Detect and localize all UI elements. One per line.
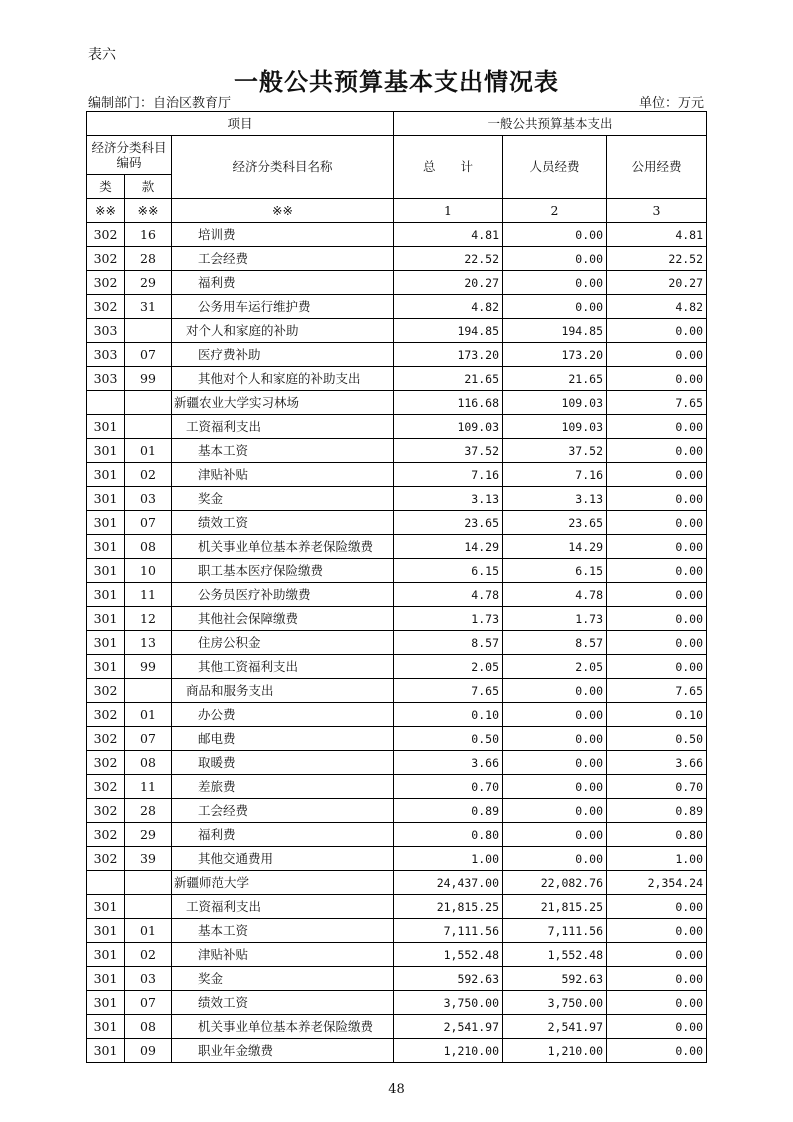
- table-row: [87, 463, 707, 487]
- class-code-cell: 301: [87, 631, 125, 655]
- category-name-cell: 福利费: [172, 271, 394, 295]
- total-cell: 3.66: [394, 751, 503, 775]
- class-code-cell: 301: [87, 559, 125, 583]
- table-row: [87, 943, 707, 967]
- public-cell: 4.81: [607, 223, 707, 247]
- total-cell: 23.65: [394, 511, 503, 535]
- total-cell: 4.81: [394, 223, 503, 247]
- category-name-cell: 办公费: [172, 703, 394, 727]
- item-code-cell: 02: [125, 463, 172, 487]
- personnel-cell: 0.00: [503, 847, 607, 871]
- table-row: [87, 439, 707, 463]
- category-name-cell: 其他对个人和家庭的补助支出: [172, 367, 394, 391]
- total-cell: 0.70: [394, 775, 503, 799]
- public-cell: 0.00: [607, 631, 707, 655]
- category-name-cell: 机关事业单位基本养老保险缴费: [172, 1015, 394, 1039]
- personnel-cell: 0.00: [503, 799, 607, 823]
- total-cell: 592.63: [394, 967, 503, 991]
- header-class: 类: [87, 175, 125, 199]
- total-cell: 0.10: [394, 703, 503, 727]
- header-personnel: 人员经费: [503, 136, 607, 199]
- public-cell: 2,354.24: [607, 871, 707, 895]
- category-name-cell: 基本工资: [172, 919, 394, 943]
- category-name-cell: 公务用车运行维护费: [172, 295, 394, 319]
- class-code-cell: 302: [87, 295, 125, 319]
- table-row: [87, 223, 707, 247]
- table-row: [87, 343, 707, 367]
- public-cell: 0.00: [607, 943, 707, 967]
- table-row: [87, 559, 707, 583]
- class-code-cell: 302: [87, 799, 125, 823]
- total-cell: 4.82: [394, 295, 503, 319]
- total-cell: 0.89: [394, 799, 503, 823]
- category-name-cell: 培训费: [172, 223, 394, 247]
- category-name-cell: 基本工资: [172, 439, 394, 463]
- compiling-department: 编制部门：自治区教育厅: [88, 96, 232, 111]
- item-code-cell: 03: [125, 967, 172, 991]
- public-cell: 0.00: [607, 415, 707, 439]
- class-code-cell: 303: [87, 343, 125, 367]
- public-cell: 0.80: [607, 823, 707, 847]
- table-row: [87, 319, 707, 343]
- class-code-cell: 302: [87, 247, 125, 271]
- class-code-cell: 301: [87, 943, 125, 967]
- personnel-cell: 21.65: [503, 367, 607, 391]
- class-code-cell: 302: [87, 703, 125, 727]
- class-code-cell: 301: [87, 655, 125, 679]
- class-code-cell: 301: [87, 967, 125, 991]
- total-cell: 7.16: [394, 463, 503, 487]
- unit-label: 单位：万元: [638, 96, 704, 111]
- item-code-cell: 07: [125, 511, 172, 535]
- public-cell: 0.00: [607, 367, 707, 391]
- public-cell: 3.66: [607, 751, 707, 775]
- total-cell: 4.78: [394, 583, 503, 607]
- public-cell: 0.00: [607, 319, 707, 343]
- class-code-cell: 301: [87, 415, 125, 439]
- category-name-cell: 其他交通费用: [172, 847, 394, 871]
- total-cell: 0.80: [394, 823, 503, 847]
- item-code-cell: 13: [125, 631, 172, 655]
- table-row: [87, 919, 707, 943]
- budget-table: [86, 111, 707, 1063]
- personnel-cell: 8.57: [503, 631, 607, 655]
- personnel-cell: 0.00: [503, 271, 607, 295]
- class-code-cell: 301: [87, 1015, 125, 1039]
- total-cell: 14.29: [394, 535, 503, 559]
- public-cell: 0.50: [607, 727, 707, 751]
- category-name-cell: 津贴补贴: [172, 463, 394, 487]
- public-cell: 0.00: [607, 895, 707, 919]
- public-cell: 20.27: [607, 271, 707, 295]
- item-code-cell: 07: [125, 343, 172, 367]
- category-name-cell: 差旅费: [172, 775, 394, 799]
- table-row: [87, 511, 707, 535]
- item-code-cell: 08: [125, 535, 172, 559]
- table-row: [87, 607, 707, 631]
- table-row: [87, 775, 707, 799]
- item-code-cell: [125, 415, 172, 439]
- class-code-cell: 303: [87, 319, 125, 343]
- public-cell: 0.00: [607, 991, 707, 1015]
- public-cell: 0.00: [607, 535, 707, 559]
- table-row: [87, 295, 707, 319]
- personnel-cell: 22,082.76: [503, 871, 607, 895]
- class-code-cell: 301: [87, 511, 125, 535]
- total-cell: 22.52: [394, 247, 503, 271]
- table-row: [87, 415, 707, 439]
- class-code-cell: 302: [87, 775, 125, 799]
- personnel-cell: 21,815.25: [503, 895, 607, 919]
- table-row: [87, 847, 707, 871]
- public-cell: 7.65: [607, 679, 707, 703]
- public-cell: 0.00: [607, 1015, 707, 1039]
- header-total: 总 计: [394, 136, 503, 199]
- total-cell: 1.00: [394, 847, 503, 871]
- item-code-cell: 99: [125, 367, 172, 391]
- public-cell: 22.52: [607, 247, 707, 271]
- public-cell: 0.70: [607, 775, 707, 799]
- category-name-cell: 福利费: [172, 823, 394, 847]
- public-cell: 0.89: [607, 799, 707, 823]
- item-code-cell: 01: [125, 919, 172, 943]
- header-budget: 一般公共预算基本支出: [394, 112, 707, 136]
- personnel-cell: 1.73: [503, 607, 607, 631]
- public-cell: 0.00: [607, 655, 707, 679]
- class-code-cell: [87, 391, 125, 415]
- table-row: [87, 487, 707, 511]
- category-name-cell: 商品和服务支出: [172, 679, 394, 703]
- item-code-cell: 28: [125, 247, 172, 271]
- table-row: [87, 535, 707, 559]
- total-cell: 3.13: [394, 487, 503, 511]
- total-cell: 21,815.25: [394, 895, 503, 919]
- class-code-cell: 302: [87, 223, 125, 247]
- class-code-cell: 301: [87, 535, 125, 559]
- total-cell: 24,437.00: [394, 871, 503, 895]
- header-project: 项目: [87, 112, 394, 136]
- personnel-cell: 0.00: [503, 247, 607, 271]
- item-code-cell: 11: [125, 775, 172, 799]
- item-code-cell: 29: [125, 271, 172, 295]
- category-name-cell: 工资福利支出: [172, 895, 394, 919]
- personnel-cell: 6.15: [503, 559, 607, 583]
- public-cell: 0.10: [607, 703, 707, 727]
- category-name-cell: 绩效工资: [172, 991, 394, 1015]
- table-label: 表六: [88, 47, 116, 63]
- item-code-cell: 03: [125, 487, 172, 511]
- personnel-cell: 4.78: [503, 583, 607, 607]
- category-name-cell: 医疗费补助: [172, 343, 394, 367]
- public-cell: 0.00: [607, 583, 707, 607]
- item-code-cell: [125, 391, 172, 415]
- class-code-cell: 301: [87, 1039, 125, 1063]
- table-row: [87, 823, 707, 847]
- table-row: [87, 391, 707, 415]
- item-code-cell: 08: [125, 1015, 172, 1039]
- item-code-cell: 99: [125, 655, 172, 679]
- public-cell: 0.00: [607, 487, 707, 511]
- category-name-cell: 公务员医疗补助缴费: [172, 583, 394, 607]
- personnel-cell: 0.00: [503, 823, 607, 847]
- personnel-cell: 1,552.48: [503, 943, 607, 967]
- item-code-cell: [125, 319, 172, 343]
- item-code-cell: 11: [125, 583, 172, 607]
- class-code-cell: 301: [87, 895, 125, 919]
- class-code-cell: 301: [87, 607, 125, 631]
- total-cell: 2,541.97: [394, 1015, 503, 1039]
- category-name-cell: 工资福利支出: [172, 415, 394, 439]
- header-mark-c: ※※: [172, 199, 394, 223]
- total-cell: 109.03: [394, 415, 503, 439]
- class-code-cell: 302: [87, 727, 125, 751]
- category-name-cell: 奖金: [172, 967, 394, 991]
- total-cell: 7.65: [394, 679, 503, 703]
- category-name-cell: 新疆师范大学: [172, 871, 394, 895]
- public-cell: 0.00: [607, 511, 707, 535]
- class-code-cell: 302: [87, 751, 125, 775]
- class-code-cell: 301: [87, 487, 125, 511]
- public-cell: 0.00: [607, 463, 707, 487]
- public-cell: 7.65: [607, 391, 707, 415]
- category-name-cell: 津贴补贴: [172, 943, 394, 967]
- public-cell: 0.00: [607, 967, 707, 991]
- personnel-cell: 14.29: [503, 535, 607, 559]
- header-mark-b: ※※: [125, 199, 172, 223]
- personnel-cell: 109.03: [503, 415, 607, 439]
- category-name-cell: 对个人和家庭的补助: [172, 319, 394, 343]
- category-name-cell: 奖金: [172, 487, 394, 511]
- personnel-cell: 3,750.00: [503, 991, 607, 1015]
- category-name-cell: 其他工资福利支出: [172, 655, 394, 679]
- class-code-cell: 301: [87, 583, 125, 607]
- item-code-cell: 07: [125, 991, 172, 1015]
- category-name-cell: 职业年金缴费: [172, 1039, 394, 1063]
- class-code-cell: 302: [87, 271, 125, 295]
- class-code-cell: 301: [87, 919, 125, 943]
- total-cell: 116.68: [394, 391, 503, 415]
- total-cell: 7,111.56: [394, 919, 503, 943]
- category-name-cell: 机关事业单位基本养老保险缴费: [172, 535, 394, 559]
- personnel-cell: 3.13: [503, 487, 607, 511]
- item-code-cell: 16: [125, 223, 172, 247]
- total-cell: 8.57: [394, 631, 503, 655]
- category-name-cell: 新疆农业大学实习林场: [172, 391, 394, 415]
- item-code-cell: [125, 895, 172, 919]
- class-code-cell: 301: [87, 463, 125, 487]
- table-row: [87, 367, 707, 391]
- category-name-cell: 住房公积金: [172, 631, 394, 655]
- personnel-cell: 7.16: [503, 463, 607, 487]
- personnel-cell: 7,111.56: [503, 919, 607, 943]
- personnel-cell: 194.85: [503, 319, 607, 343]
- total-cell: 173.20: [394, 343, 503, 367]
- class-code-cell: 302: [87, 679, 125, 703]
- category-name-cell: 绩效工资: [172, 511, 394, 535]
- personnel-cell: 0.00: [503, 703, 607, 727]
- item-code-cell: [125, 679, 172, 703]
- public-cell: 0.00: [607, 559, 707, 583]
- personnel-cell: 592.63: [503, 967, 607, 991]
- page-title: 一般公共预算基本支出情况表: [234, 67, 559, 96]
- category-name-cell: 职工基本医疗保险缴费: [172, 559, 394, 583]
- item-code-cell: 39: [125, 847, 172, 871]
- table-row: [87, 967, 707, 991]
- table-row: [87, 631, 707, 655]
- category-name-cell: 其他社会保障缴费: [172, 607, 394, 631]
- total-cell: 3,750.00: [394, 991, 503, 1015]
- header-public: 公用经费: [607, 136, 707, 199]
- item-code-cell: 07: [125, 727, 172, 751]
- table-row: [87, 679, 707, 703]
- public-cell: 0.00: [607, 343, 707, 367]
- table-row: [87, 751, 707, 775]
- table-row: [87, 1039, 707, 1063]
- item-code-cell: 29: [125, 823, 172, 847]
- table-row: [87, 271, 707, 295]
- public-cell: 4.82: [607, 295, 707, 319]
- public-cell: 0.00: [607, 607, 707, 631]
- item-code-cell: 01: [125, 439, 172, 463]
- item-code-cell: 09: [125, 1039, 172, 1063]
- table-row: [87, 703, 707, 727]
- item-code-cell: 28: [125, 799, 172, 823]
- category-name-cell: 工会经费: [172, 799, 394, 823]
- category-name-cell: 工会经费: [172, 247, 394, 271]
- header-name: 经济分类科目名称: [172, 136, 394, 199]
- personnel-cell: 0.00: [503, 223, 607, 247]
- table-row: [87, 727, 707, 751]
- total-cell: 1.73: [394, 607, 503, 631]
- personnel-cell: 2,541.97: [503, 1015, 607, 1039]
- total-cell: 6.15: [394, 559, 503, 583]
- personnel-cell: 109.03: [503, 391, 607, 415]
- total-cell: 1,210.00: [394, 1039, 503, 1063]
- personnel-cell: 0.00: [503, 295, 607, 319]
- table-row: [87, 799, 707, 823]
- item-code-cell: 02: [125, 943, 172, 967]
- personnel-cell: 0.00: [503, 727, 607, 751]
- table-row: [87, 871, 707, 895]
- item-code-cell: 10: [125, 559, 172, 583]
- header-col-2: 2: [503, 199, 607, 223]
- personnel-cell: 173.20: [503, 343, 607, 367]
- class-code-cell: 301: [87, 439, 125, 463]
- category-name-cell: 邮电费: [172, 727, 394, 751]
- personnel-cell: 0.00: [503, 751, 607, 775]
- table-row: [87, 1015, 707, 1039]
- class-code-cell: 302: [87, 823, 125, 847]
- total-cell: 0.50: [394, 727, 503, 751]
- table-row: [87, 991, 707, 1015]
- total-cell: 194.85: [394, 319, 503, 343]
- item-code-cell: 31: [125, 295, 172, 319]
- personnel-cell: 0.00: [503, 679, 607, 703]
- personnel-cell: 1,210.00: [503, 1039, 607, 1063]
- total-cell: 2.05: [394, 655, 503, 679]
- total-cell: 1,552.48: [394, 943, 503, 967]
- table-row: [87, 655, 707, 679]
- personnel-cell: 37.52: [503, 439, 607, 463]
- class-code-cell: [87, 871, 125, 895]
- class-code-cell: 301: [87, 991, 125, 1015]
- header-code-group: 经济分类科目编码: [87, 136, 172, 175]
- personnel-cell: 0.00: [503, 775, 607, 799]
- table-row: [87, 895, 707, 919]
- category-name-cell: 取暖费: [172, 751, 394, 775]
- item-code-cell: 08: [125, 751, 172, 775]
- header-mark-a: ※※: [87, 199, 125, 223]
- table-row: [87, 583, 707, 607]
- public-cell: 1.00: [607, 847, 707, 871]
- header-col-1: 1: [394, 199, 503, 223]
- class-code-cell: 302: [87, 847, 125, 871]
- class-code-cell: 303: [87, 367, 125, 391]
- header-item: 款: [125, 175, 172, 199]
- table-row: [87, 247, 707, 271]
- page-number: 48: [388, 1082, 405, 1097]
- total-cell: 20.27: [394, 271, 503, 295]
- personnel-cell: 2.05: [503, 655, 607, 679]
- item-code-cell: 12: [125, 607, 172, 631]
- public-cell: 0.00: [607, 439, 707, 463]
- header-col-3: 3: [607, 199, 707, 223]
- total-cell: 21.65: [394, 367, 503, 391]
- public-cell: 0.00: [607, 919, 707, 943]
- item-code-cell: 01: [125, 703, 172, 727]
- personnel-cell: 23.65: [503, 511, 607, 535]
- item-code-cell: [125, 871, 172, 895]
- total-cell: 37.52: [394, 439, 503, 463]
- public-cell: 0.00: [607, 1039, 707, 1063]
